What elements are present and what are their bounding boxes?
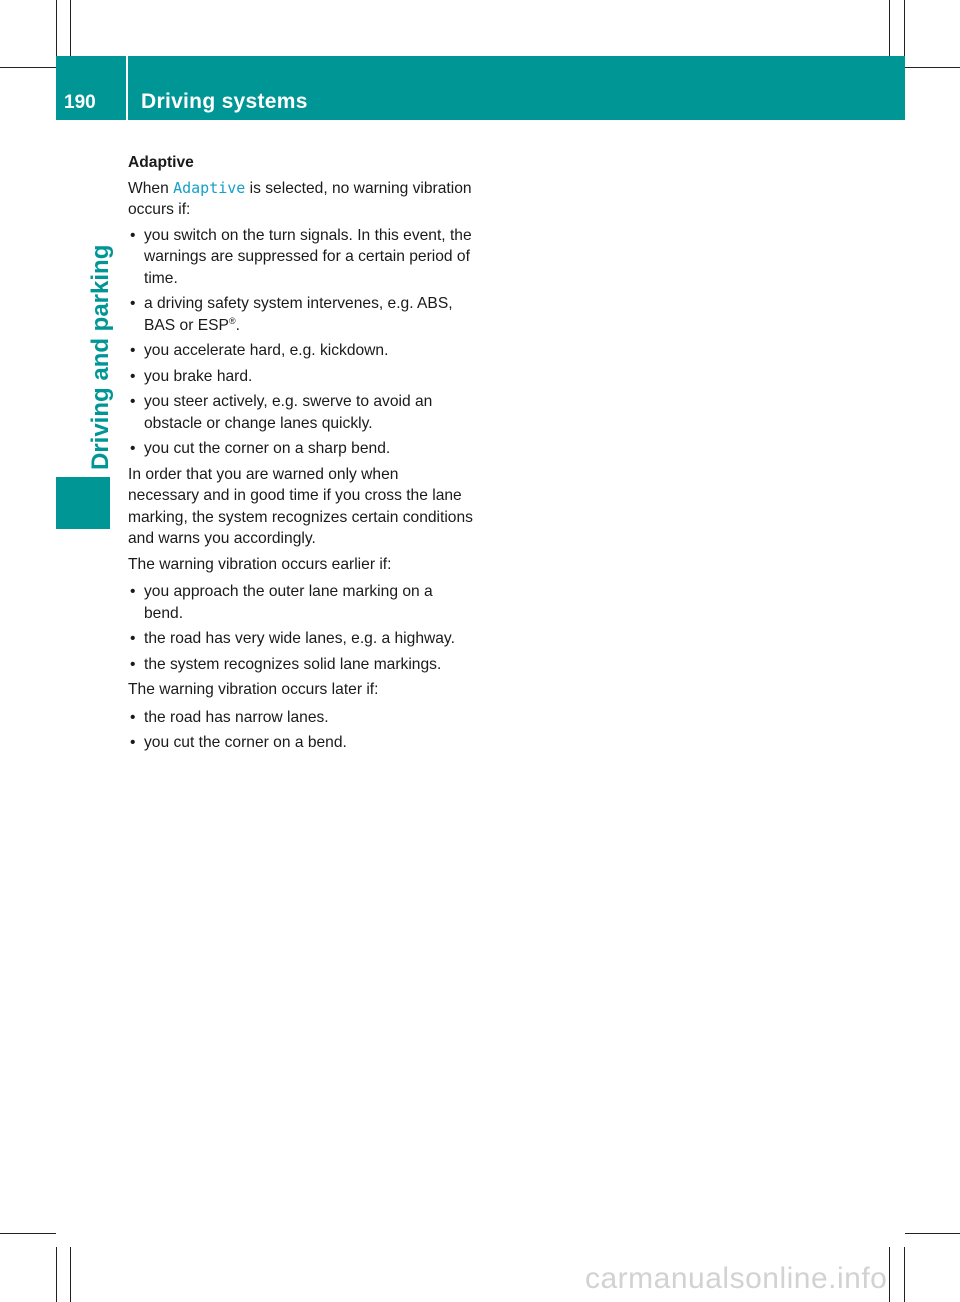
no-warning-list <box>128 225 473 460</box>
list-item: • you brake hard. <box>128 366 473 388</box>
earlier-warning-list <box>128 581 473 675</box>
registered-mark: ® <box>228 315 236 326</box>
display-message-adaptive: Adaptive <box>173 178 246 197</box>
list-item: • the road has narrow lanes. <box>128 707 473 729</box>
list-item: • you switch on the turn signals. In this event, the warnings are suppressed for a certain period of time. <box>128 225 473 290</box>
crop-mark <box>904 1247 905 1302</box>
crop-mark <box>0 67 56 68</box>
crop-mark <box>56 0 57 56</box>
list-item: • you cut the corner on a bend. <box>128 732 473 754</box>
section-title: Driving systems <box>141 90 308 113</box>
watermark: carmanualsonline.info <box>585 1262 888 1295</box>
page-number: 190 <box>64 92 96 113</box>
paragraph: The warning vibration occurs later if: <box>128 681 379 698</box>
crop-mark <box>904 0 905 56</box>
intro-text: When <box>128 179 174 197</box>
crop-mark <box>70 0 71 56</box>
crop-mark <box>889 0 890 56</box>
list-item: • you steer actively, e.g. swerve to avoid an obstacle or change lanes quickly. <box>128 391 473 434</box>
crop-mark <box>905 1233 960 1234</box>
intro-text: is selected, no warning vibration occurs if: <box>128 179 472 218</box>
paragraph: In order that you are warned only when necessary and in good time if you cross the lane marking, the system recognizes certain conditions and warns you accordingly. <box>128 465 473 547</box>
list-item: • you accelerate hard, e.g. kickdown. <box>128 340 473 362</box>
header-divider <box>126 56 128 120</box>
content-heading: Adaptive <box>128 154 194 171</box>
crop-mark <box>70 1247 71 1302</box>
crop-mark <box>0 1233 56 1234</box>
crop-mark <box>56 1247 57 1302</box>
side-tab-block <box>56 477 110 529</box>
list-item-text: a driving safety system intervenes, e.g. ABS, BAS or ESP <box>144 295 453 334</box>
list-item <box>128 293 473 336</box>
list-item: • the system recognizes solid lane markings. <box>128 654 473 676</box>
later-warning-list <box>128 707 473 754</box>
list-item-text: . <box>235 316 240 334</box>
list-item: • you approach the outer lane marking on a bend. <box>128 581 473 624</box>
list-item: • you cut the corner on a sharp bend. <box>128 438 473 460</box>
main-content <box>128 152 473 754</box>
intro-paragraph <box>128 178 473 221</box>
list-item: • the road has very wide lanes, e.g. a highway. <box>128 628 473 650</box>
paragraph: The warning vibration occurs earlier if: <box>128 555 392 573</box>
crop-mark <box>889 1247 890 1302</box>
crop-mark <box>905 67 960 68</box>
side-tab-label: Driving and parking <box>87 244 114 470</box>
